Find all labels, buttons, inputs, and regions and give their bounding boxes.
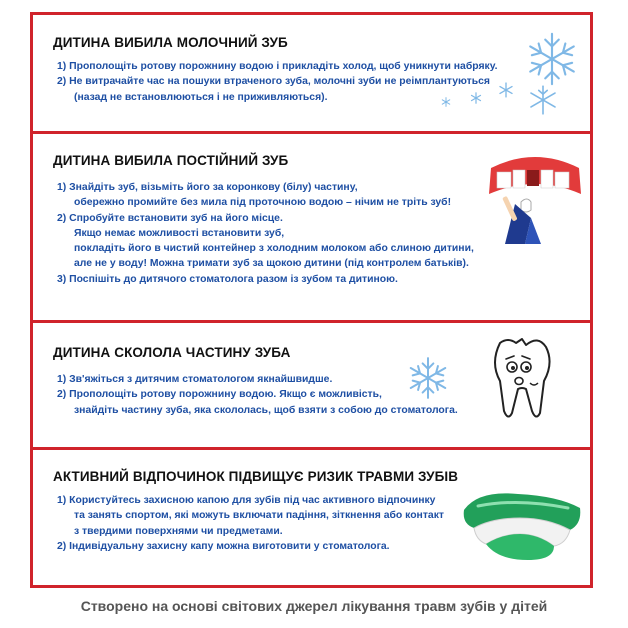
snowflake-icon — [527, 84, 559, 116]
instruction-line: 1) Знайдіть зуб, візьміть його за коронкову (білу) частину, — [57, 182, 358, 193]
instruction-line: 1) Прополощіть ротову порожнину водою і прикладіть холод, щоб уникнути набряку. — [57, 61, 498, 72]
sad-tooth-illustration — [486, 333, 556, 423]
instruction-line: 1) Користуйтесь захисною капою для зубів під час активного відпочинку — [57, 495, 436, 506]
tooth-gap-illustration — [485, 148, 585, 248]
instruction-line: 2) Прополощіть ротову порожнину водою. Якщо є можливість, — [57, 389, 382, 401]
instruction-list — [57, 372, 458, 418]
snowflake-icon — [470, 92, 482, 104]
instruction-list — [57, 493, 444, 554]
instruction-list — [57, 59, 497, 105]
snowflake-icon — [523, 30, 581, 88]
instruction-line: 2) Не витрачайте час на пошуки втраченого зуба, молочні зуби не реімплантуються — [57, 76, 490, 88]
instruction-line: (назад не встановлюються і не приживляються). — [74, 91, 328, 103]
footer-note: Створено на основі світових джерел лікування травм зубів у дітей — [80, 598, 548, 614]
instruction-line: 2) Спробуйте встановити зуб на його місце. — [57, 212, 283, 224]
snowflake-icon — [498, 82, 514, 98]
instruction-line: але не у воду! Можна тримати зуб за щокою дитини (під контролем батьків). — [74, 258, 469, 270]
section-title: ДИТИНА СКОЛОЛА ЧАСТИНУ ЗУБА — [53, 345, 291, 360]
instruction-line: Якщо немає можливості встановити зуб, — [74, 227, 285, 239]
section-baby-tooth — [33, 15, 590, 131]
mouthguard-illustration — [458, 484, 586, 564]
instruction-line: покладіть його в чистий контейнер з холодним молоком або слиною дитини, — [74, 243, 474, 255]
section-title: ДИТИНА ВИБИЛА ПОСТІЙНИЙ ЗУБ — [53, 153, 289, 168]
instruction-line: з твердими поверхнями чи предметами. — [74, 525, 283, 537]
section-title: АКТИВНИЙ ВІДПОЧИНОК ПІДВИЩУЄ РИЗИК ТРАВМИ ЗУБІВ — [53, 469, 459, 484]
instruction-line: 3) Поспішіть до дитячого стоматолога разом із зубом та дитиною. — [57, 273, 398, 285]
instruction-list — [57, 180, 474, 287]
instruction-line: знайдіть частину зуба, яка скололась, щоб взяти з собою до стоматолога. — [74, 404, 458, 416]
instruction-line: 2) Індивідуальну захисну капу можна виготовити у стоматолога. — [57, 540, 390, 552]
snowflake-icon — [441, 97, 451, 107]
instruction-line: 1) Зв'яжіться з дитячим стоматологом якнайшвидше. — [57, 374, 333, 385]
snowflake-icon — [405, 355, 451, 401]
section-title: ДИТИНА ВИБИЛА МОЛОЧНИЙ ЗУБ — [53, 35, 288, 50]
instruction-line: та занять спортом, які можуть включати падіння, зіткнення або контакт — [74, 510, 444, 522]
instruction-line: обережно промийте без мила під проточною водою – нічим не тріть зуб! — [74, 197, 452, 209]
